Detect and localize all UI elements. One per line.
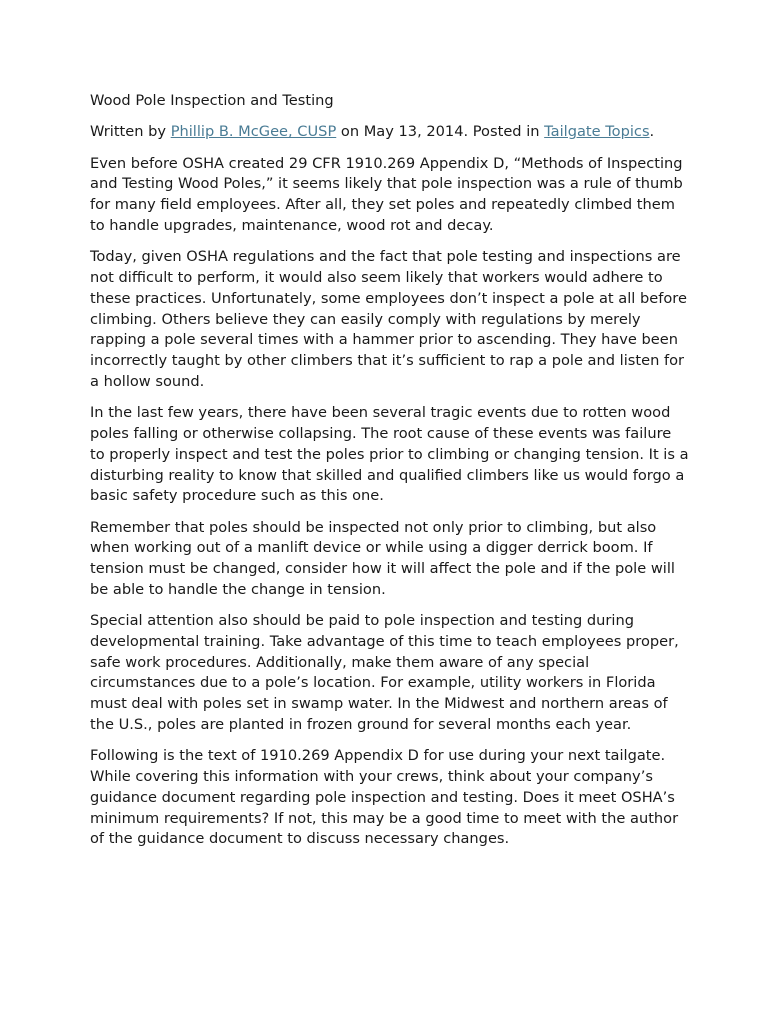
paragraph-2: Today, given OSHA regulations and the fact that pole testing and inspections are not difficult to perform, it would also seem likely that workers would adhere to these practices. Unfortunately, some employees don’t inspect a pole at all before climbing. Others believe they can easily comply with regulations by merely rapping a pole several times with a hammer prior to ascending. They have been incorrectly taught by other climbers that it’s sufficient to rap a pole and listen for a hollow sound. bbox=[90, 248, 687, 390]
paragraph-6: Following is the text of 1910.269 Appendix D for use during your next tailgate. While covering this information with your crews, think about your company’s guidance document regarding pole inspection and testing. Does it meet OSHA’s minimum requirements? If not, this may be a good time to meet with the author of the guidance document to discuss necessary changes. bbox=[90, 747, 679, 848]
category-link[interactable]: Tailgate Topics bbox=[544, 123, 650, 141]
byline-suffix: . bbox=[649, 123, 655, 141]
paragraph-3: In the last few years, there have been several tragic events due to rotten wood poles falling or otherwise collapsing. The root cause of these events was failure to properly inspect and test the poles prior to climbing or changing tension. It is a disturbing reality to know that skilled and qualified climbers like us would forgo a basic safety procedure such as this one. bbox=[90, 404, 689, 505]
paragraph-1: Even before OSHA created 29 CFR 1910.269 Appendix D, “Methods of Inspecting and Testing Wood Poles,” it seems likely that pole inspection was a rule of thumb for many field employees. After all, they set poles and repeatedly climbed them to handle upgrades, maintenance, wood rot and decay. bbox=[90, 154, 683, 234]
byline-prefix: Written by bbox=[90, 123, 171, 141]
paragraph-5: Special attention also should be paid to pole inspection and testing during developmental training. Take advantage of this time to teach employees proper, safe work procedures. Additionally, make them aware of any special circumstances due to a pole’s location. For example, utility workers in Florida must deal with poles set in swamp water. In the Midwest and northern areas of the U.S., poles are planted in frozen ground for several months each year. bbox=[90, 612, 679, 734]
article-title: Wood Pole Inspection and Testing bbox=[90, 92, 334, 109]
paragraph-4: Remember that poles should be inspected not only prior to climbing, but also when working out of a manlift device or while using a digger derrick boom. If tension must be changed, consider how it will affect the pole and if the pole will be able to handle the change in tension. bbox=[90, 518, 675, 598]
author-link[interactable]: Phillip B. McGee, CUSP bbox=[170, 123, 337, 141]
article bbox=[90, 91, 690, 861]
byline-date: on May 13, 2014. Posted in bbox=[336, 123, 545, 141]
byline bbox=[90, 122, 690, 143]
